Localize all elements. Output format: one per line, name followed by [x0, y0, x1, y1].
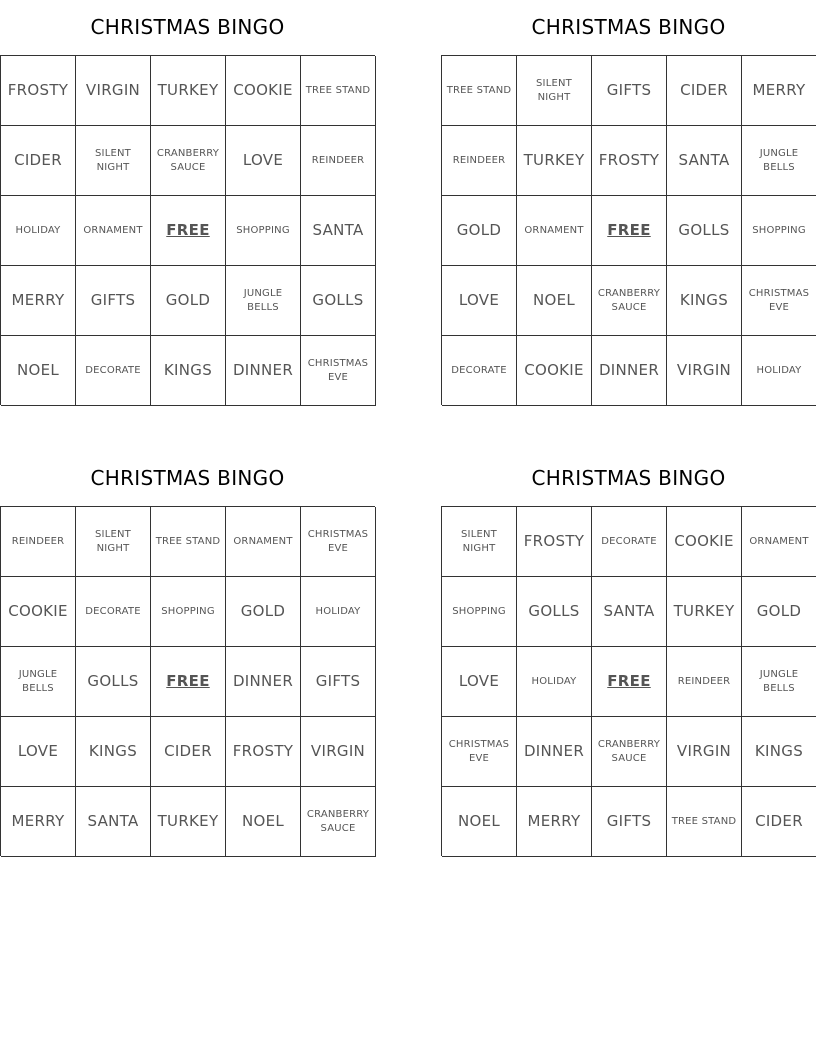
- bingo-cell: MERRY: [1, 266, 76, 336]
- bingo-cell: CHRISTMAS EVE: [301, 336, 376, 406]
- bingo-grid: [0, 506, 375, 856]
- bingo-cell: GOLD: [742, 577, 816, 647]
- bingo-cell: SHOPPING: [442, 577, 517, 647]
- bingo-cell: LOVE: [226, 126, 301, 196]
- bingo-cell: LOVE: [1, 717, 76, 787]
- bingo-cell: SANTA: [301, 196, 376, 266]
- bingo-cell: DINNER: [592, 336, 667, 406]
- bingo-cell: DECORATE: [592, 507, 667, 577]
- bingo-cell: CRANBERRY SAUCE: [151, 126, 226, 196]
- bingo-cell: COOKIE: [1, 577, 76, 647]
- bingo-cell: ORNAMENT: [76, 196, 151, 266]
- free-space-cell: FREE: [151, 196, 226, 266]
- bingo-cell: SANTA: [76, 787, 151, 857]
- bingo-cell: SHOPPING: [151, 577, 226, 647]
- bingo-cell: HOLIDAY: [301, 577, 376, 647]
- bingo-cell: TREE STAND: [301, 56, 376, 126]
- bingo-cell: DINNER: [226, 647, 301, 717]
- bingo-cell: DECORATE: [76, 577, 151, 647]
- bingo-cell: COOKIE: [667, 507, 742, 577]
- bingo-card-1: [0, 0, 375, 405]
- bingo-cell: HOLIDAY: [742, 336, 816, 406]
- bingo-cell: VIRGIN: [667, 336, 742, 406]
- bingo-cell: CIDER: [1, 126, 76, 196]
- bingo-cell: GIFTS: [76, 266, 151, 336]
- bingo-cell: JUNGLE BELLS: [1, 647, 76, 717]
- bingo-cell: COOKIE: [226, 56, 301, 126]
- bingo-cell: CHRISTMAS EVE: [742, 266, 816, 336]
- bingo-cell: JUNGLE BELLS: [226, 266, 301, 336]
- bingo-cell: VIRGIN: [301, 717, 376, 787]
- bingo-cell: FROSTY: [226, 717, 301, 787]
- bingo-cell: HOLIDAY: [1, 196, 76, 266]
- bingo-cell: SILENT NIGHT: [442, 507, 517, 577]
- bingo-card-2: [441, 0, 816, 405]
- bingo-card-4: [441, 451, 816, 856]
- bingo-cell: DINNER: [517, 717, 592, 787]
- free-space-cell: FREE: [592, 647, 667, 717]
- bingo-grid: [441, 506, 816, 856]
- bingo-cell: REINDEER: [301, 126, 376, 196]
- bingo-cell: NOEL: [226, 787, 301, 857]
- bingo-grid: [0, 55, 375, 405]
- bingo-cell: NOEL: [442, 787, 517, 857]
- bingo-cell: LOVE: [442, 647, 517, 717]
- bingo-cell: REINDEER: [442, 126, 517, 196]
- bingo-grid: [441, 55, 816, 405]
- bingo-cell: CIDER: [151, 717, 226, 787]
- bingo-cell: CIDER: [742, 787, 816, 857]
- bingo-cell: FROSTY: [517, 507, 592, 577]
- bingo-cell: GOLD: [226, 577, 301, 647]
- bingo-cell: KINGS: [667, 266, 742, 336]
- bingo-cell: CHRISTMAS EVE: [301, 507, 376, 577]
- bingo-cell: DECORATE: [442, 336, 517, 406]
- bingo-cell: FROSTY: [1, 56, 76, 126]
- bingo-cell: KINGS: [742, 717, 816, 787]
- bingo-cell: SILENT NIGHT: [517, 56, 592, 126]
- bingo-cell: CRANBERRY SAUCE: [592, 266, 667, 336]
- bingo-cell: GIFTS: [592, 56, 667, 126]
- bingo-cell: TURKEY: [517, 126, 592, 196]
- bingo-cell: CRANBERRY SAUCE: [301, 787, 376, 857]
- bingo-cell: GOLD: [151, 266, 226, 336]
- bingo-cell: NOEL: [517, 266, 592, 336]
- bingo-cell: TREE STAND: [151, 507, 226, 577]
- bingo-cell: JUNGLE BELLS: [742, 126, 816, 196]
- bingo-cell: LOVE: [442, 266, 517, 336]
- bingo-cell: JUNGLE BELLS: [742, 647, 816, 717]
- bingo-cell: GOLLS: [517, 577, 592, 647]
- bingo-cell: COOKIE: [517, 336, 592, 406]
- bingo-cell: SANTA: [592, 577, 667, 647]
- card-title: CHRISTMAS BINGO: [531, 15, 726, 39]
- bingo-cell: NOEL: [1, 336, 76, 406]
- bingo-cell: HOLIDAY: [517, 647, 592, 717]
- bingo-cell: SHOPPING: [742, 196, 816, 266]
- bingo-cell: TURKEY: [667, 577, 742, 647]
- bingo-cell: GIFTS: [592, 787, 667, 857]
- card-title: CHRISTMAS BINGO: [531, 466, 726, 490]
- bingo-cell: DINNER: [226, 336, 301, 406]
- bingo-cell: ORNAMENT: [742, 507, 816, 577]
- card-title: CHRISTMAS BINGO: [90, 466, 285, 490]
- bingo-cell: SANTA: [667, 126, 742, 196]
- bingo-cell: TREE STAND: [442, 56, 517, 126]
- bingo-cell: TREE STAND: [667, 787, 742, 857]
- bingo-cell: KINGS: [151, 336, 226, 406]
- bingo-cell: SILENT NIGHT: [76, 507, 151, 577]
- bingo-cell: GOLLS: [76, 647, 151, 717]
- bingo-cell: CRANBERRY SAUCE: [592, 717, 667, 787]
- bingo-cell: MERRY: [1, 787, 76, 857]
- free-space-cell: FREE: [592, 196, 667, 266]
- card-title: CHRISTMAS BINGO: [90, 15, 285, 39]
- bingo-cell: VIRGIN: [667, 717, 742, 787]
- bingo-cell: REINDEER: [667, 647, 742, 717]
- bingo-cell: VIRGIN: [76, 56, 151, 126]
- bingo-cell: MERRY: [742, 56, 816, 126]
- bingo-cell: ORNAMENT: [226, 507, 301, 577]
- bingo-card-3: [0, 451, 375, 856]
- bingo-cell: CHRISTMAS EVE: [442, 717, 517, 787]
- bingo-cell: MERRY: [517, 787, 592, 857]
- bingo-cell: GIFTS: [301, 647, 376, 717]
- bingo-cell: REINDEER: [1, 507, 76, 577]
- bingo-cell: TURKEY: [151, 56, 226, 126]
- bingo-cell: DECORATE: [76, 336, 151, 406]
- bingo-cell: GOLLS: [667, 196, 742, 266]
- bingo-cell: GOLLS: [301, 266, 376, 336]
- bingo-cell: CIDER: [667, 56, 742, 126]
- bingo-cell: GOLD: [442, 196, 517, 266]
- bingo-cell: ORNAMENT: [517, 196, 592, 266]
- bingo-cell: FROSTY: [592, 126, 667, 196]
- bingo-cell: SILENT NIGHT: [76, 126, 151, 196]
- bingo-cell: SHOPPING: [226, 196, 301, 266]
- free-space-cell: FREE: [151, 647, 226, 717]
- bingo-cell: TURKEY: [151, 787, 226, 857]
- bingo-cell: KINGS: [76, 717, 151, 787]
